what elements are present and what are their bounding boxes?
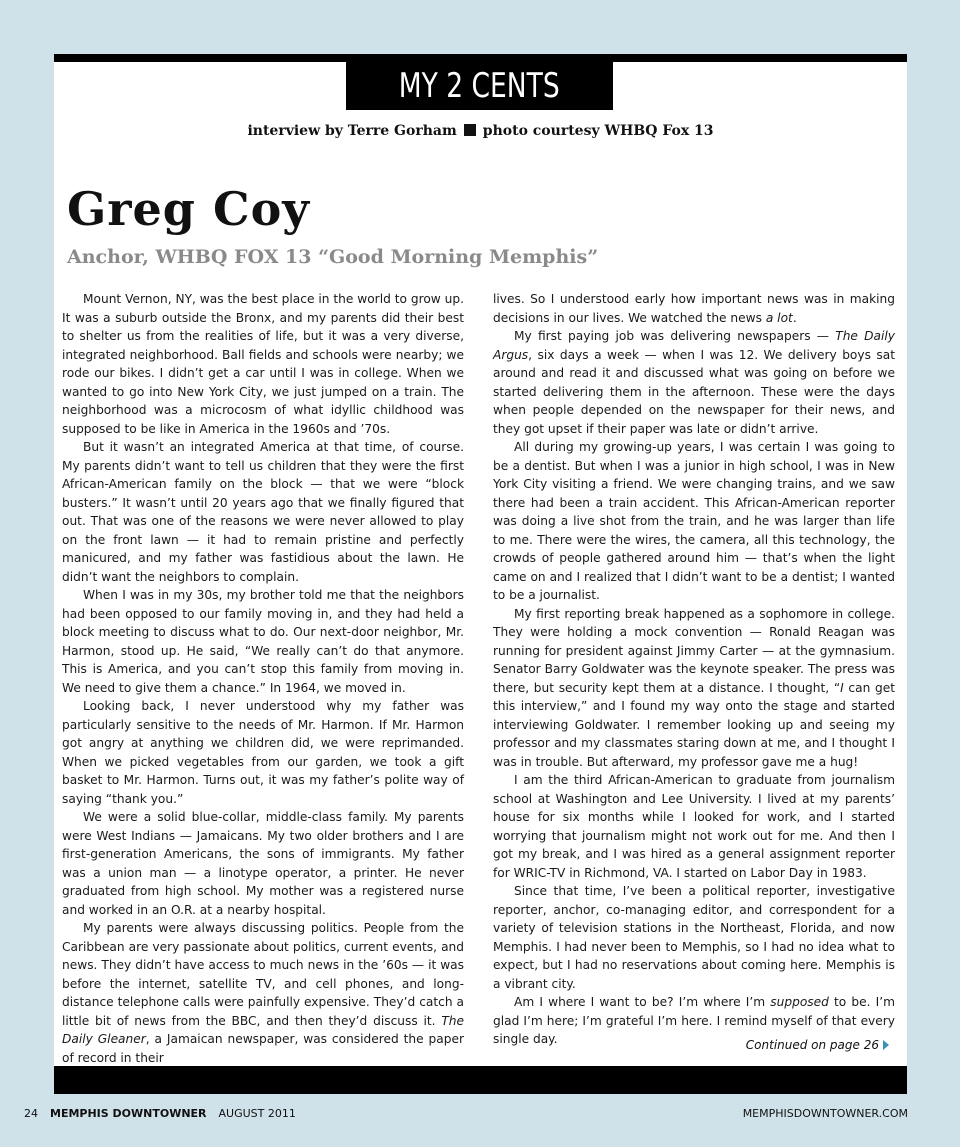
section-banner-label: MY 2 CENTS [399,66,560,106]
website-link[interactable]: MEMPHISDOWNTOWNER.COM [742,1107,908,1120]
paragraph: My first reporting break happened as a sophomore in college. They were holding a mock convention — Ronald Reagan was running for president against Jimmy Carter — at the gymnasium. Senator Barry Goldwater was the keynote speaker. The press was there, but security kept them at a distance. I thought, “I can get this interview,” and I found my way onto the stage and started interviewing Goldwater. I remember looking up and seeing my professor and my classmates staring down at me, and I thought I was in trouble. But afterward, my professor gave me a hug! [493,606,896,769]
publication-name: MEMPHIS DOWNTOWNER [50,1107,207,1120]
square-separator-icon [464,124,476,136]
paragraph: Mount Vernon, NY, was the best place in the world to grow up. It was a suburb outside the Bronx, and my parents did their best to shelter us from the realities of life, but it was a very diverse, integrated neighborhood. Ball fields and schools were nearby; we rode our bikes. I didn’t get a car until I was in college. When we wanted to go into New York City, we just jumped on a train. The neighborhood was a microcosm of what idyllic childhood was supposed to be like in America in the 1960s and ’70s. [62,292,464,436]
continued-label: Continued on page 26 [745,1038,879,1052]
footer-left [24,1107,296,1120]
paragraph: Am I where I want to be? I’m where I’m supposed to be. I’m glad I’m here; I’m grateful I’m here. I remind myself of that every single day. [493,995,895,1046]
continued-link[interactable] [746,1038,889,1052]
credit-line [54,123,907,139]
interviewee-name: Greg Coy [67,182,310,236]
section-banner [346,62,613,110]
interviewee-title: Anchor, WHBQ FOX 13 “Good Morning Memphis” [67,246,599,268]
paragraph: But it wasn’t an integrated America at that time, of course. My parents didn’t want to tell us children that they were the first African-American family on the block — that we were “block busters.” It wasn’t until 20 years ago that we finally figured that out. That was one of the reasons we were never allowed to play on the front lawn — it had to remain pristine and perfectly manicured, and my father was fastidious about the lawn. He didn’t want the neighbors to complain. [62,440,464,584]
arrow-right-icon [883,1040,889,1050]
paragraph: We were a solid blue-collar, middle-class family. My parents were West Indians — Jamaicans. My two older brothers and I are first-generation Americans, the sons of immigrants. My father was a union man — a linotype operator, a printer. He never graduated from high school. My mother was a registered nurse and worked in an O.R. at a nearby hospital. [62,810,464,917]
paragraph: Since that time, I’ve been a political reporter, investigative reporter, anchor, co-managing editor, and correspondent for a variety of television stations in the Northeast, Florida, and now Memphis. I had never been to Memphis, so I had no idea what to expect, but I had no reservations about coming here. Memphis is a vibrant city. [493,884,895,991]
article-column-right [493,290,895,1049]
article-column-left [62,290,464,1067]
paragraph: When I was in my 30s, my brother told me that the neighbors had been opposed to our family moving in, and they had held a block meeting to discuss what to do. Our next-door neighbor, Mr. Harmon, stood up. He said, “We really can’t do that anymore. This is America, and you can’t stop this family from moving in. We need to give them a chance.” In 1964, we moved in. [62,588,464,695]
page-number: 24 [24,1107,38,1120]
newspaper-title: The Daily Gleaner [62,1013,464,1046]
top-rule [54,54,907,62]
magazine-page [54,54,907,1094]
newspaper-title: The Daily Argus [493,329,896,362]
issue-date: AUGUST 2011 [218,1107,296,1120]
paragraph: lives. So I understood early how important news was in making decisions in our lives. We watched the news a lot. [493,292,895,325]
interview-credit: interview by Terre Gorham [247,123,457,139]
bottom-rule [54,1066,907,1094]
paragraph: All during my growing-up years, I was certain I was going to be a dentist. But when I was a junior in high school, I was in New York City visiting a friend. We were changing trains, and we saw there had been a train accident. This African-American reporter was doing a live shot from the train, and he was larger than life to me. There were the wires, the camera, all this technology, the crowds of people gathered around him — that’s when the light came on and I realized that I didn’t want to be a dentist; I wanted to be a journalist. [493,440,895,602]
paragraph: I am the third African-American to graduate from journalism school at Washington and Lee University. I lived at my parents’ house for six months while I looked for work, and I started worrying that journalism might not work out for me. And then I got my break, and I was hired as a general assignment reporter for WRIC-TV in Richmond, VA. I started on Labor Day in 1983. [493,773,895,880]
photo-credit: photo courtesy WHBQ Fox 13 [482,123,714,139]
paragraph: My first paying job was delivering newspapers — The Daily Argus, six days a week — when I was 12. We delivery boys sat around and read it and discussed what was going on before we started delivering them in the afternoon. These were the days when people depended on the newspaper for their news, and they got upset if their paper was late or didn’t arrive. [493,329,896,436]
paragraph: My parents were always discussing politics. People from the Caribbean are very passionate about politics, current events, and news. They didn’t have access to much news in the ’60s — it was before the internet, satellite TV, and cell phones, and long-distance telephone calls were painfully expensive. They’d catch a little bit of news from the BBC, and then they’d discuss it. The Daily Gleaner, a Jamaican newspaper, was considered the paper of record in their [62,921,464,1065]
paragraph: Looking back, I never understood why my father was particularly sensitive to the needs of Mr. Harmon. If Mr. Harmon got angry at anything we children did, we were reprimanded. When we picked vegetables from our garden, we took a gift basket to Mr. Harmon. Turns out, it was my father’s polite way of saying “thank you.” [62,699,464,806]
